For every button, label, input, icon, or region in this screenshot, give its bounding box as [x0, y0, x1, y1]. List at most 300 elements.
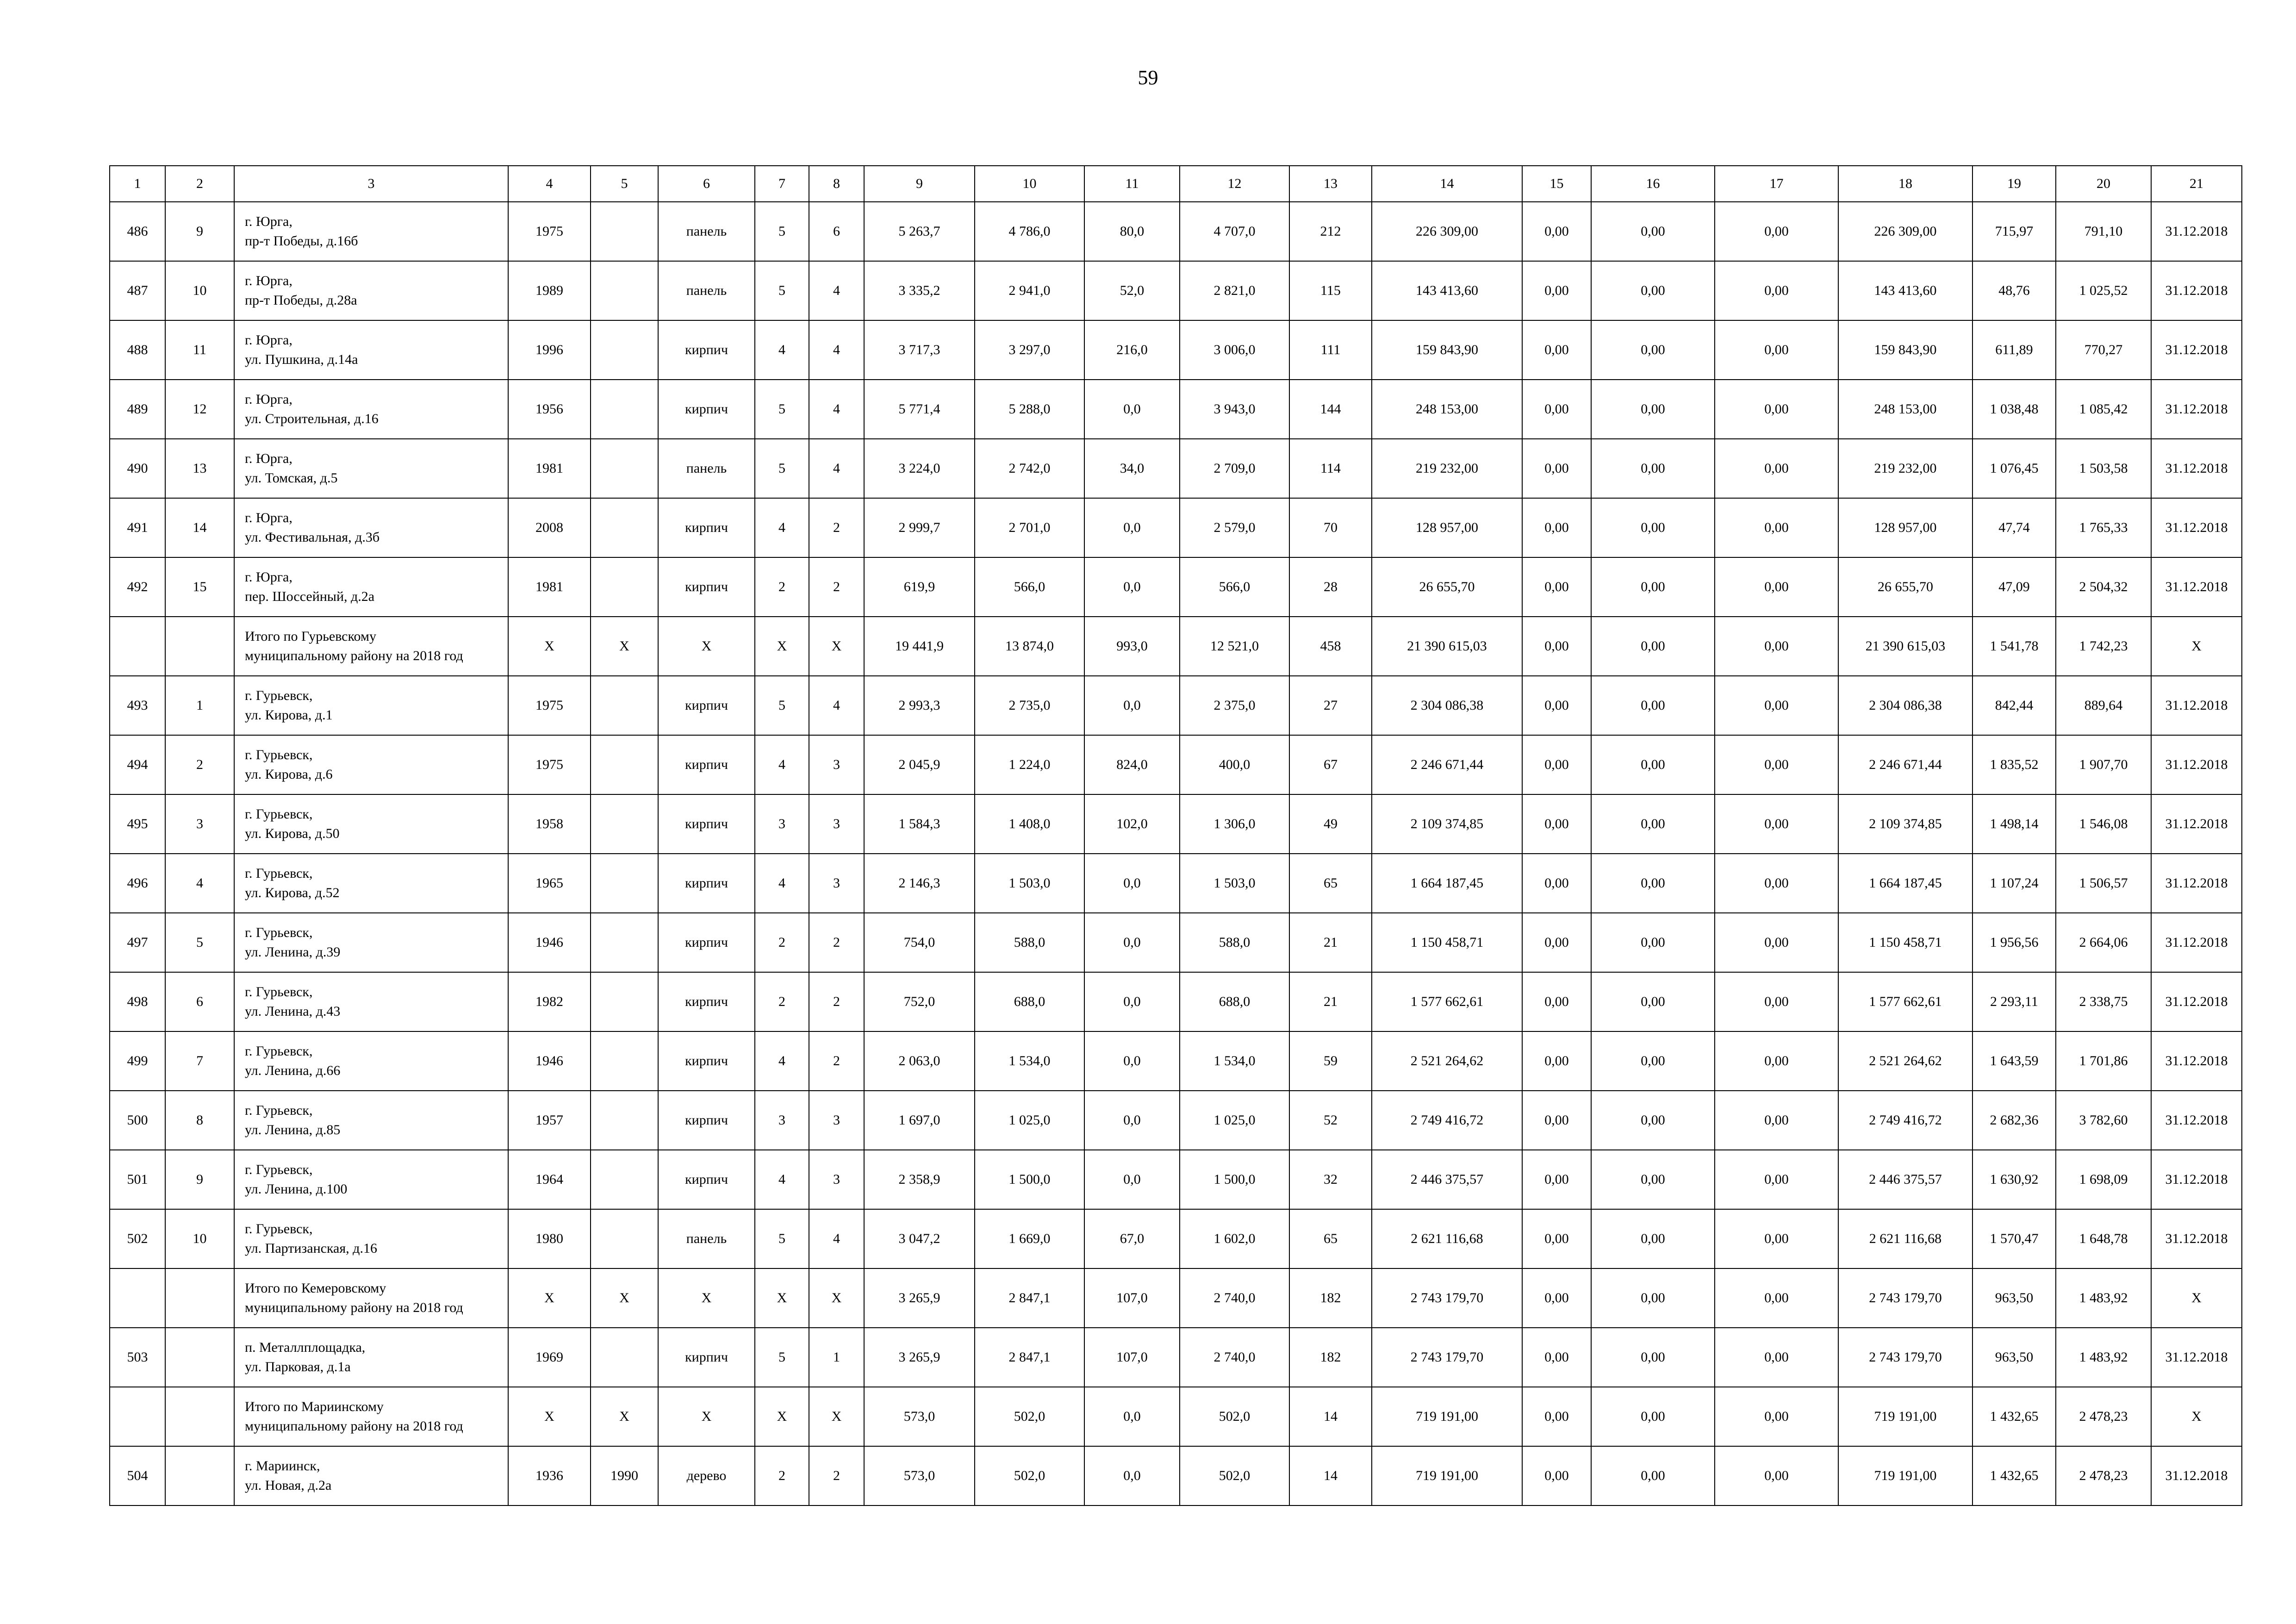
cell-col-13: 115 — [1289, 261, 1372, 320]
cell-col-17: 0,00 — [1715, 498, 1838, 557]
cell-col-1 — [110, 1387, 165, 1446]
cell-col-12: 588,0 — [1180, 913, 1289, 972]
cell-col-2 — [165, 1387, 234, 1446]
cell-col-18: 2 304 086,38 — [1838, 676, 1972, 735]
cell-col-5 — [591, 202, 658, 261]
cell-col-3: п. Металлплощадка, ул. Парковая, д.1а — [234, 1328, 508, 1387]
cell-col-3: г. Мариинск, ул. Новая, д.2а — [234, 1446, 508, 1505]
cell-col-21: X — [2151, 1268, 2242, 1328]
cell-col-14: 2 246 671,44 — [1372, 735, 1522, 794]
cell-col-20: 1 698,09 — [2056, 1150, 2151, 1209]
column-header: 17 — [1715, 166, 1838, 202]
cell-col-15: 0,00 — [1522, 1091, 1591, 1150]
column-header: 4 — [508, 166, 591, 202]
subtotal-row — [110, 617, 2242, 676]
cell-col-9: 619,9 — [864, 557, 975, 617]
cell-col-21: 31.12.2018 — [2151, 913, 2242, 972]
cell-col-12: 2 740,0 — [1180, 1328, 1289, 1387]
cell-col-12: 3 943,0 — [1180, 380, 1289, 439]
cell-col-21: 31.12.2018 — [2151, 1091, 2242, 1150]
cell-col-21: 31.12.2018 — [2151, 320, 2242, 380]
cell-col-6: кирпич — [658, 557, 755, 617]
cell-col-8: 3 — [809, 735, 864, 794]
cell-col-6: кирпич — [658, 854, 755, 913]
cell-col-14: 2 446 375,57 — [1372, 1150, 1522, 1209]
cell-col-4: 1969 — [508, 1328, 591, 1387]
cell-col-12: 2 579,0 — [1180, 498, 1289, 557]
cell-col-14: 2 109 374,85 — [1372, 794, 1522, 854]
cell-col-12: 4 707,0 — [1180, 202, 1289, 261]
cell-col-6: кирпич — [658, 498, 755, 557]
cell-col-13: 65 — [1289, 854, 1372, 913]
cell-col-21: 31.12.2018 — [2151, 854, 2242, 913]
cell-col-12: 1 306,0 — [1180, 794, 1289, 854]
cell-col-13: 65 — [1289, 1209, 1372, 1268]
cell-col-1: 497 — [110, 913, 165, 972]
page-number: 59 — [1138, 66, 1158, 89]
cell-col-19: 842,44 — [1972, 676, 2056, 735]
cell-col-18: 26 655,70 — [1838, 557, 1972, 617]
cell-col-5 — [591, 1209, 658, 1268]
cell-col-11: 102,0 — [1084, 794, 1180, 854]
cell-col-12: 566,0 — [1180, 557, 1289, 617]
cell-col-10: 2 847,1 — [975, 1268, 1084, 1328]
cell-col-3: г. Юрга, пр-т Победы, д.16б — [234, 202, 508, 261]
cell-col-1: 488 — [110, 320, 165, 380]
cell-col-7: X — [755, 1387, 809, 1446]
cell-col-7: 4 — [755, 1150, 809, 1209]
cell-col-7: 2 — [755, 913, 809, 972]
cell-col-6: панель — [658, 261, 755, 320]
cell-col-2: 1 — [165, 676, 234, 735]
cell-col-1 — [110, 1268, 165, 1328]
cell-col-9: 3 335,2 — [864, 261, 975, 320]
cell-col-19: 1 570,47 — [1972, 1209, 2056, 1268]
cell-col-21: 31.12.2018 — [2151, 972, 2242, 1031]
cell-col-7: 2 — [755, 557, 809, 617]
cell-col-21: 31.12.2018 — [2151, 380, 2242, 439]
cell-col-8: 2 — [809, 972, 864, 1031]
cell-col-16: 0,00 — [1591, 1150, 1715, 1209]
cell-col-4: 1981 — [508, 557, 591, 617]
cell-col-17: 0,00 — [1715, 202, 1838, 261]
cell-col-5 — [591, 1150, 658, 1209]
cell-col-14: 128 957,00 — [1372, 498, 1522, 557]
cell-col-5 — [591, 854, 658, 913]
cell-col-17: 0,00 — [1715, 439, 1838, 498]
cell-col-15: 0,00 — [1522, 1150, 1591, 1209]
cell-col-13: 212 — [1289, 202, 1372, 261]
cell-col-9: 752,0 — [864, 972, 975, 1031]
cell-col-3: г. Гурьевск, ул. Кирова, д.50 — [234, 794, 508, 854]
cell-col-12: 12 521,0 — [1180, 617, 1289, 676]
cell-col-11: 52,0 — [1084, 261, 1180, 320]
cell-col-4: 1936 — [508, 1446, 591, 1505]
cell-col-1 — [110, 617, 165, 676]
cell-col-19: 611,89 — [1972, 320, 2056, 380]
cell-col-15: 0,00 — [1522, 1268, 1591, 1328]
cell-col-8: X — [809, 1387, 864, 1446]
cell-col-9: 2 993,3 — [864, 676, 975, 735]
column-header: 16 — [1591, 166, 1715, 202]
cell-col-4: 1975 — [508, 735, 591, 794]
cell-col-13: 32 — [1289, 1150, 1372, 1209]
cell-col-11: 0,0 — [1084, 1387, 1180, 1446]
cell-col-6: панель — [658, 202, 755, 261]
cell-col-19: 1 835,52 — [1972, 735, 2056, 794]
cell-col-2: 12 — [165, 380, 234, 439]
column-header: 9 — [864, 166, 975, 202]
cell-col-14: 26 655,70 — [1372, 557, 1522, 617]
table-row — [110, 854, 2242, 913]
cell-col-4: 2008 — [508, 498, 591, 557]
cell-col-19: 1 643,59 — [1972, 1031, 2056, 1091]
cell-col-13: 52 — [1289, 1091, 1372, 1150]
cell-col-16: 0,00 — [1591, 913, 1715, 972]
cell-col-3: г. Гурьевск, ул. Кирова, д.6 — [234, 735, 508, 794]
cell-col-2: 3 — [165, 794, 234, 854]
column-header: 21 — [2151, 166, 2242, 202]
cell-col-14: 1 150 458,71 — [1372, 913, 1522, 972]
table-row — [110, 498, 2242, 557]
cell-col-4: 1980 — [508, 1209, 591, 1268]
cell-col-5 — [591, 913, 658, 972]
cell-col-5 — [591, 261, 658, 320]
cell-col-15: 0,00 — [1522, 320, 1591, 380]
cell-col-21: 31.12.2018 — [2151, 735, 2242, 794]
cell-col-1: 493 — [110, 676, 165, 735]
cell-col-10: 688,0 — [975, 972, 1084, 1031]
cell-col-6: кирпич — [658, 320, 755, 380]
cell-col-15: 0,00 — [1522, 1209, 1591, 1268]
cell-col-20: 1 085,42 — [2056, 380, 2151, 439]
cell-col-7: 4 — [755, 854, 809, 913]
cell-col-7: 5 — [755, 676, 809, 735]
cell-col-5 — [591, 735, 658, 794]
column-header: 15 — [1522, 166, 1591, 202]
column-header: 2 — [165, 166, 234, 202]
cell-col-17: 0,00 — [1715, 1150, 1838, 1209]
cell-col-6: кирпич — [658, 913, 755, 972]
cell-col-21: 31.12.2018 — [2151, 794, 2242, 854]
cell-col-10: 1 669,0 — [975, 1209, 1084, 1268]
cell-col-21: 31.12.2018 — [2151, 557, 2242, 617]
cell-col-8: 4 — [809, 676, 864, 735]
cell-col-16: 0,00 — [1591, 439, 1715, 498]
cell-col-14: 719 191,00 — [1372, 1446, 1522, 1505]
cell-col-2: 2 — [165, 735, 234, 794]
cell-col-14: 2 304 086,38 — [1372, 676, 1522, 735]
cell-col-10: 1 503,0 — [975, 854, 1084, 913]
cell-col-7: 3 — [755, 794, 809, 854]
cell-col-17: 0,00 — [1715, 676, 1838, 735]
cell-col-11: 107,0 — [1084, 1328, 1180, 1387]
cell-col-3: г. Юрга, ул. Пушкина, д.14а — [234, 320, 508, 380]
cell-col-21: 31.12.2018 — [2151, 439, 2242, 498]
cell-col-1: 501 — [110, 1150, 165, 1209]
cell-col-1: 486 — [110, 202, 165, 261]
cell-col-8: 3 — [809, 854, 864, 913]
cell-col-11: 0,0 — [1084, 1446, 1180, 1505]
cell-col-14: 159 843,90 — [1372, 320, 1522, 380]
column-header: 6 — [658, 166, 755, 202]
cell-col-20: 2 478,23 — [2056, 1446, 2151, 1505]
cell-col-20: 1 503,58 — [2056, 439, 2151, 498]
cell-col-10: 2 941,0 — [975, 261, 1084, 320]
cell-col-9: 1 584,3 — [864, 794, 975, 854]
cell-col-19: 963,50 — [1972, 1268, 2056, 1328]
subtotal-row — [110, 1387, 2242, 1446]
cell-col-7: 5 — [755, 202, 809, 261]
cell-col-19: 963,50 — [1972, 1328, 2056, 1387]
cell-col-17: 0,00 — [1715, 1328, 1838, 1387]
cell-col-13: 70 — [1289, 498, 1372, 557]
cell-col-4: 1957 — [508, 1091, 591, 1150]
cell-col-12: 1 503,0 — [1180, 854, 1289, 913]
cell-col-10: 2 735,0 — [975, 676, 1084, 735]
cell-col-1: 491 — [110, 498, 165, 557]
cell-col-6: кирпич — [658, 1328, 755, 1387]
table-row — [110, 320, 2242, 380]
table-row — [110, 794, 2242, 854]
cell-col-1: 490 — [110, 439, 165, 498]
cell-col-1: 502 — [110, 1209, 165, 1268]
table-row — [110, 557, 2242, 617]
header-row — [110, 166, 2242, 202]
cell-col-2: 9 — [165, 1150, 234, 1209]
cell-col-16: 0,00 — [1591, 676, 1715, 735]
cell-col-20: 1 648,78 — [2056, 1209, 2151, 1268]
cell-col-17: 0,00 — [1715, 1387, 1838, 1446]
cell-col-2: 11 — [165, 320, 234, 380]
cell-col-4: X — [508, 1387, 591, 1446]
cell-col-3: г. Юрга, ул. Строительная, д.16 — [234, 380, 508, 439]
cell-col-15: 0,00 — [1522, 498, 1591, 557]
cell-col-4: X — [508, 617, 591, 676]
cell-col-4: 1946 — [508, 913, 591, 972]
cell-col-2: 10 — [165, 1209, 234, 1268]
cell-col-17: 0,00 — [1715, 1268, 1838, 1328]
cell-col-7: 5 — [755, 439, 809, 498]
cell-col-17: 0,00 — [1715, 854, 1838, 913]
cell-col-15: 0,00 — [1522, 1446, 1591, 1505]
cell-col-7: X — [755, 617, 809, 676]
cell-col-16: 0,00 — [1591, 1387, 1715, 1446]
table-row — [110, 261, 2242, 320]
cell-col-10: 2 742,0 — [975, 439, 1084, 498]
column-header: 10 — [975, 166, 1084, 202]
cell-col-11: 0,0 — [1084, 1031, 1180, 1091]
cell-col-20: 1 907,70 — [2056, 735, 2151, 794]
cell-col-9: 754,0 — [864, 913, 975, 972]
cell-col-21: 31.12.2018 — [2151, 202, 2242, 261]
cell-col-12: 1 534,0 — [1180, 1031, 1289, 1091]
cell-col-16: 0,00 — [1591, 557, 1715, 617]
cell-col-9: 3 224,0 — [864, 439, 975, 498]
cell-col-4: X — [508, 1268, 591, 1328]
cell-col-15: 0,00 — [1522, 854, 1591, 913]
cell-col-10: 3 297,0 — [975, 320, 1084, 380]
cell-col-10: 5 288,0 — [975, 380, 1084, 439]
cell-col-16: 0,00 — [1591, 1446, 1715, 1505]
cell-col-14: 1 577 662,61 — [1372, 972, 1522, 1031]
cell-col-13: 27 — [1289, 676, 1372, 735]
cell-col-20: 2 478,23 — [2056, 1387, 2151, 1446]
cell-col-20: 770,27 — [2056, 320, 2151, 380]
cell-col-21: 31.12.2018 — [2151, 1209, 2242, 1268]
cell-col-5: 1990 — [591, 1446, 658, 1505]
cell-col-15: 0,00 — [1522, 261, 1591, 320]
cell-col-19: 47,74 — [1972, 498, 2056, 557]
table-row — [110, 1091, 2242, 1150]
cell-col-20: 2 338,75 — [2056, 972, 2151, 1031]
cell-col-8: 4 — [809, 1209, 864, 1268]
cell-col-14: 248 153,00 — [1372, 380, 1522, 439]
table-row — [110, 1209, 2242, 1268]
cell-col-6: кирпич — [658, 972, 755, 1031]
cell-col-19: 1 432,65 — [1972, 1387, 2056, 1446]
cell-col-8: 2 — [809, 1031, 864, 1091]
cell-col-8: 6 — [809, 202, 864, 261]
housing-table — [109, 165, 2242, 1506]
column-header: 1 — [110, 166, 165, 202]
cell-col-10: 1 408,0 — [975, 794, 1084, 854]
cell-col-19: 47,09 — [1972, 557, 2056, 617]
cell-col-8: 4 — [809, 261, 864, 320]
cell-col-18: 2 446 375,57 — [1838, 1150, 1972, 1209]
cell-col-16: 0,00 — [1591, 1091, 1715, 1150]
cell-col-9: 3 265,9 — [864, 1328, 975, 1387]
cell-col-21: 31.12.2018 — [2151, 1150, 2242, 1209]
cell-col-11: 0,0 — [1084, 557, 1180, 617]
cell-col-5 — [591, 1328, 658, 1387]
cell-col-15: 0,00 — [1522, 617, 1591, 676]
cell-col-5 — [591, 498, 658, 557]
cell-col-7: 5 — [755, 1328, 809, 1387]
cell-col-16: 0,00 — [1591, 1328, 1715, 1387]
cell-col-12: 3 006,0 — [1180, 320, 1289, 380]
cell-col-16: 0,00 — [1591, 261, 1715, 320]
cell-col-7: 5 — [755, 261, 809, 320]
cell-col-13: 14 — [1289, 1446, 1372, 1505]
cell-col-1: 498 — [110, 972, 165, 1031]
cell-col-12: 2 740,0 — [1180, 1268, 1289, 1328]
cell-col-5 — [591, 1031, 658, 1091]
cell-col-19: 1 630,92 — [1972, 1150, 2056, 1209]
table-row — [110, 439, 2242, 498]
cell-col-5 — [591, 557, 658, 617]
cell-col-4: 1989 — [508, 261, 591, 320]
cell-col-12: 1 025,0 — [1180, 1091, 1289, 1150]
cell-col-7: 2 — [755, 972, 809, 1031]
cell-col-3: г. Гурьевск, ул. Ленина, д.66 — [234, 1031, 508, 1091]
cell-col-2: 13 — [165, 439, 234, 498]
cell-col-16: 0,00 — [1591, 735, 1715, 794]
cell-col-2: 7 — [165, 1031, 234, 1091]
cell-col-19: 2 682,36 — [1972, 1091, 2056, 1150]
cell-col-18: 719 191,00 — [1838, 1387, 1972, 1446]
cell-col-4: 1996 — [508, 320, 591, 380]
cell-col-1: 503 — [110, 1328, 165, 1387]
cell-col-18: 2 246 671,44 — [1838, 735, 1972, 794]
table-row — [110, 676, 2242, 735]
cell-col-5: X — [591, 1268, 658, 1328]
cell-col-3: г. Юрга, пр-т Победы, д.28а — [234, 261, 508, 320]
column-header: 18 — [1838, 166, 1972, 202]
cell-col-8: 1 — [809, 1328, 864, 1387]
cell-col-6: кирпич — [658, 1150, 755, 1209]
cell-col-20: 2 504,32 — [2056, 557, 2151, 617]
cell-col-14: 219 232,00 — [1372, 439, 1522, 498]
cell-col-16: 0,00 — [1591, 972, 1715, 1031]
cell-col-3: г. Гурьевск, ул. Ленина, д.43 — [234, 972, 508, 1031]
cell-col-7: 3 — [755, 1091, 809, 1150]
cell-col-9: 3 265,9 — [864, 1268, 975, 1328]
cell-col-3: г. Гурьевск, ул. Кирова, д.1 — [234, 676, 508, 735]
cell-col-12: 1 602,0 — [1180, 1209, 1289, 1268]
cell-col-6: кирпич — [658, 1091, 755, 1150]
cell-col-10: 4 786,0 — [975, 202, 1084, 261]
cell-col-13: 49 — [1289, 794, 1372, 854]
table-row — [110, 1031, 2242, 1091]
cell-col-15: 0,00 — [1522, 735, 1591, 794]
cell-col-7: 2 — [755, 1446, 809, 1505]
cell-col-12: 2 375,0 — [1180, 676, 1289, 735]
cell-col-3: г. Гурьевск, ул. Партизанская, д.16 — [234, 1209, 508, 1268]
cell-col-14: 2 521 264,62 — [1372, 1031, 1522, 1091]
table-row — [110, 1446, 2242, 1505]
cell-col-17: 0,00 — [1715, 617, 1838, 676]
cell-col-14: 2 743 179,70 — [1372, 1268, 1522, 1328]
cell-col-15: 0,00 — [1522, 1328, 1591, 1387]
cell-col-10: 566,0 — [975, 557, 1084, 617]
cell-col-1: 487 — [110, 261, 165, 320]
cell-col-3: г. Гурьевск, ул. Ленина, д.100 — [234, 1150, 508, 1209]
cell-col-19: 48,76 — [1972, 261, 2056, 320]
cell-col-19: 1 038,48 — [1972, 380, 2056, 439]
cell-col-20: 3 782,60 — [2056, 1091, 2151, 1150]
cell-col-17: 0,00 — [1715, 1031, 1838, 1091]
cell-col-11: 216,0 — [1084, 320, 1180, 380]
cell-col-4: 1982 — [508, 972, 591, 1031]
cell-col-16: 0,00 — [1591, 794, 1715, 854]
cell-col-10: 13 874,0 — [975, 617, 1084, 676]
cell-col-19: 1 432,65 — [1972, 1446, 2056, 1505]
cell-col-5 — [591, 972, 658, 1031]
cell-col-12: 1 500,0 — [1180, 1150, 1289, 1209]
cell-col-8: 4 — [809, 439, 864, 498]
cell-col-19: 1 541,78 — [1972, 617, 2056, 676]
cell-col-13: 111 — [1289, 320, 1372, 380]
cell-col-10: 1 500,0 — [975, 1150, 1084, 1209]
cell-col-13: 114 — [1289, 439, 1372, 498]
cell-col-21: 31.12.2018 — [2151, 498, 2242, 557]
cell-col-3: г. Гурьевск, ул. Ленина, д.39 — [234, 913, 508, 972]
cell-col-8: 4 — [809, 320, 864, 380]
cell-col-10: 1 224,0 — [975, 735, 1084, 794]
cell-col-18: 2 749 416,72 — [1838, 1091, 1972, 1150]
cell-col-11: 824,0 — [1084, 735, 1180, 794]
cell-col-13: 182 — [1289, 1328, 1372, 1387]
cell-col-8: 3 — [809, 1091, 864, 1150]
cell-col-20: 1 506,57 — [2056, 854, 2151, 913]
cell-col-4: 1965 — [508, 854, 591, 913]
cell-col-6: кирпич — [658, 735, 755, 794]
cell-col-19: 1 107,24 — [1972, 854, 2056, 913]
cell-col-1: 499 — [110, 1031, 165, 1091]
cell-col-13: 21 — [1289, 913, 1372, 972]
cell-col-9: 3 717,3 — [864, 320, 975, 380]
